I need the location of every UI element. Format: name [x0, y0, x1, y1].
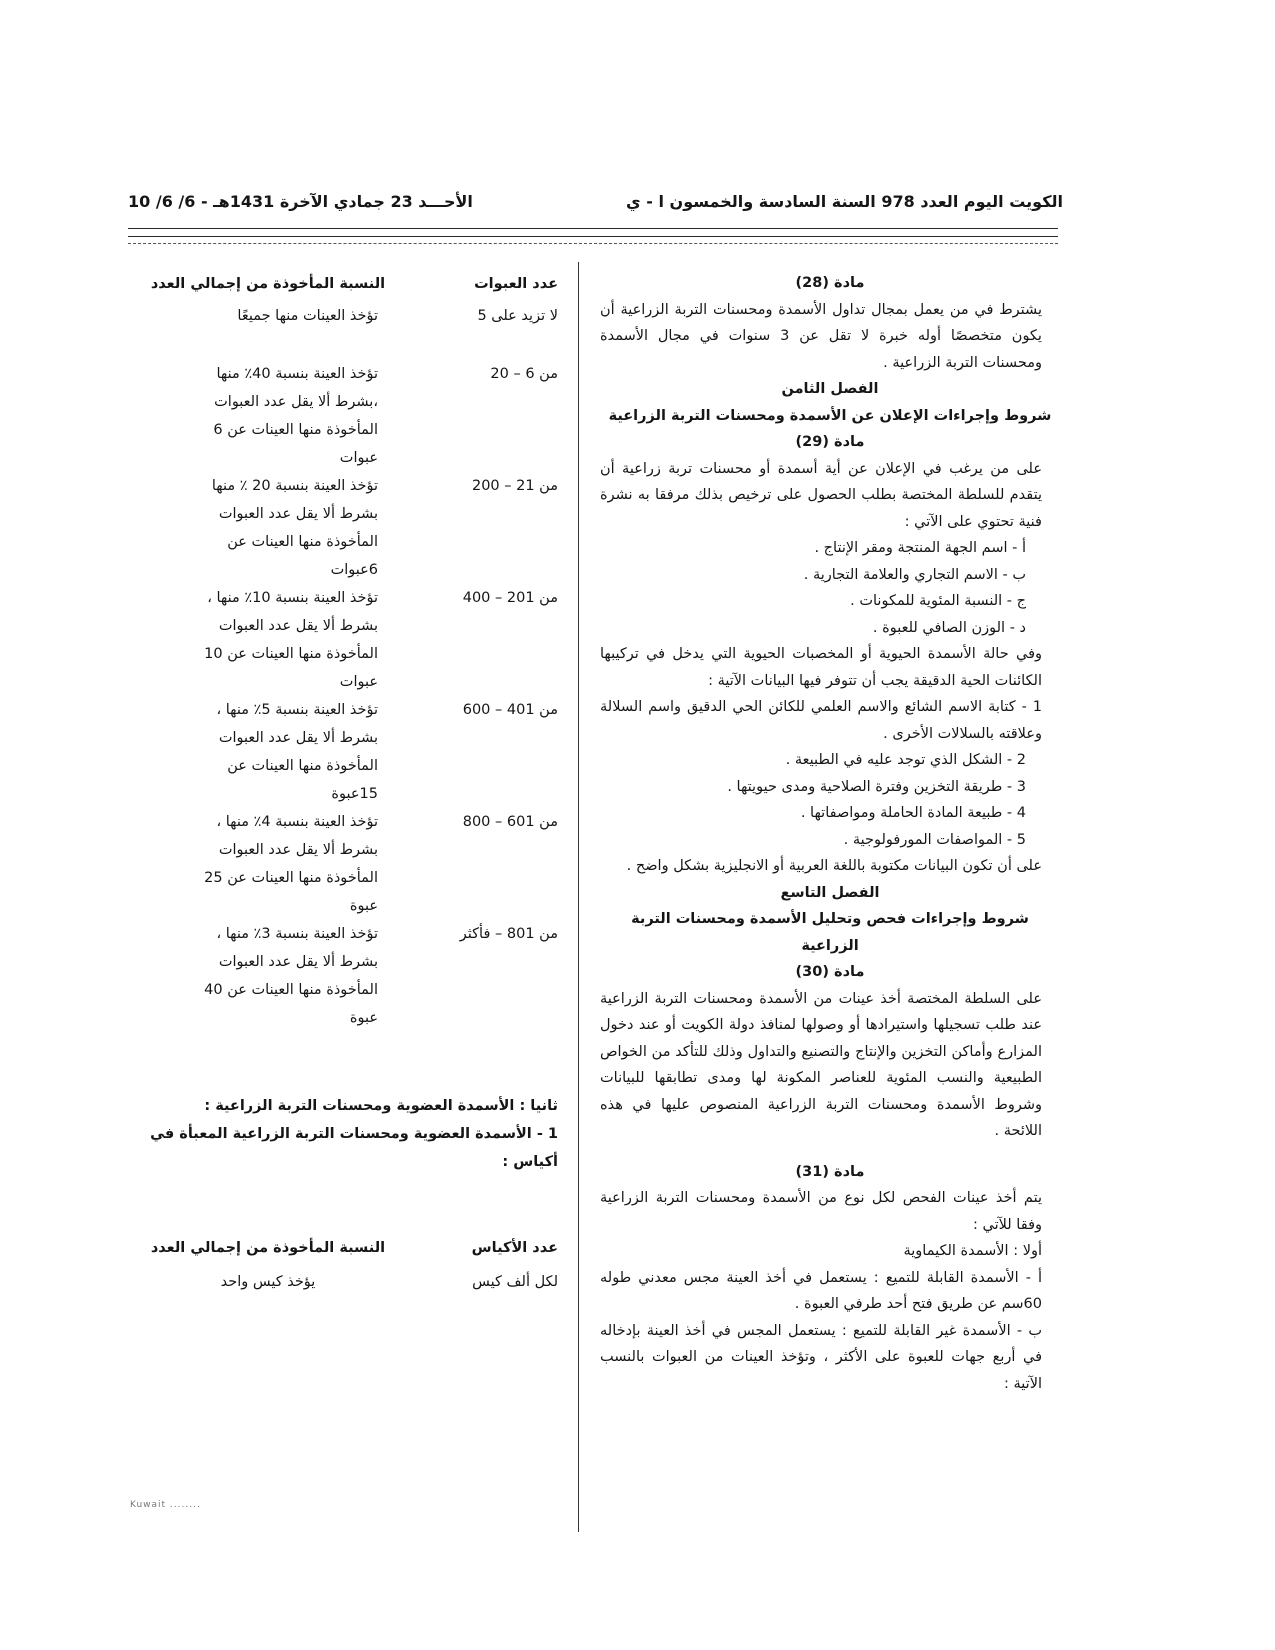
article-text: على أن تكون البيانات مكتوبة باللغة العربية أو الانجليزية بشكل واضح .	[626, 858, 1042, 874]
article-title: مادة (28)	[795, 275, 865, 291]
article-text: يشترط في من يعمل بمجال تداول الأسمدة ومحسنات التربة الزراعية أن يكون متخصصًا أوله خبرة لا تقل عن 3 سنوات في مجال الأسمدة ومحسنات التربة الزراعية .	[600, 301, 1042, 371]
count-cell: لكل ألف كيس	[472, 1274, 558, 1290]
table-row	[128, 472, 558, 584]
list-item: أولا : الأسمدة الكيماوية	[903, 1243, 1042, 1259]
count-cell: لا تزيد على 5	[477, 308, 558, 324]
list-item: ب - الأسمدة غير القابلة للتميع : يستعمل المجس في أخذ العينة بإدخاله في أربع جهات للعبوة على الأكثر ، وتؤخذ العينات من العبوات بالنسب الآتية :	[600, 1322, 1042, 1392]
left-column	[128, 270, 558, 1296]
chapter-title: الفصل التاسع	[780, 884, 880, 901]
column-header-ratio: النسبة المأخوذة من إجمالي العدد	[150, 1240, 386, 1256]
list-item: 2 - الشكل الذي توجد عليه في الطبيعة .	[785, 752, 1026, 768]
ratio-cell: تؤخذ العينة بنسبة 20 ٪ منها بشرط ألا يقل عدد العبوات المأخوذة منها العينات عن 6عبوات	[211, 478, 378, 578]
chapter-title: الفصل الثامن	[781, 381, 879, 397]
count-cell: من 21 – 200	[471, 478, 558, 494]
ratio-cell: تؤخذ العينة بنسبة 5٪ منها ، بشرط ألا يقل عدد العبوات المأخوذة منها العينات عن 15عبوة	[216, 702, 378, 802]
ratio-cell: تؤخذ العينة بنسبة 3٪ منها ، بشرط ألا يقل عدد العبوات المأخوذة منها العينات عن 40 عبوة	[204, 926, 378, 1026]
article-title: مادة (30)	[795, 964, 865, 980]
list-item: ب - الاسم التجاري والعلامة التجارية .	[803, 566, 1026, 583]
article-text: يتم أخذ عينات الفحص لكل نوع من الأسمدة ومحسنات التربة الزراعية وفقا للآتي :	[600, 1190, 1042, 1233]
ratio-cell: تؤخذ العينة بنسبة 4٪ منها ، بشرط ألا يقل عدد العبوات المأخوذة منها العينات عن 25 عبوة	[204, 814, 378, 914]
list-item: ج - النسبة المئوية للمكونات .	[850, 593, 1026, 609]
ratio-cell: تؤخذ العينات منها جميعًا	[237, 308, 378, 324]
list-item: 1 - كتابة الاسم الشائع والاسم العلمي للكائن الحي الدقيق واسم السلالة وعلاقته بالسلالات الأخرى .	[600, 699, 1042, 742]
chapter-subtitle: شروط وإجراءات فحص وتحليل الأسمدة ومحسنات التربة الزراعية	[631, 911, 1029, 954]
article-text: على من يرغب في الإعلان عن أية أسمدة أو محسنات تربة زراعية أن يتقدم للسلطة المختصة بطلب الحصول على ترخيص بذلك مرفقا به نشرة فنية تحتوي على الآتي :	[600, 460, 1042, 530]
table-header	[128, 1234, 558, 1262]
chapter-subtitle: شروط وإجراءات الإعلان عن الأسمدة ومحسنات التربة الزراعية	[608, 407, 1052, 424]
article-text: وفي حالة الأسمدة الحيوية أو المخصبات الحيوية التي يدخل في تركيبها الكائنات الحية الدقيقة يجب أن تتوفر فيها البيانات الآتية :	[600, 646, 1042, 689]
table-row	[128, 360, 558, 472]
list-item: أ - الأسمدة القابلة للتميع : يستعمل في أخذ العينة مجس معدني طوله 60سم عن طريق فتح أحد طرفي العبوة .	[600, 1269, 1042, 1312]
column-header-ratio: النسبة المأخوذة من إجمالي العدد	[150, 276, 386, 292]
ratio-cell: تؤخذ العينة بنسبة 40٪ منها ،بشرط ألا يقل عدد العبوات المأخوذة منها العينات عن 6 عبوات	[213, 366, 378, 466]
ratio-cell: تؤخذ العينة بنسبة 10٪ منها ، بشرط ألا يقل عدد العبوات المأخوذة منها العينات عن 10 عبوات	[204, 590, 378, 690]
list-item: 5 - المواصفات المورفولوجية .	[843, 831, 1026, 848]
table-row	[128, 584, 558, 696]
table-row	[128, 808, 558, 920]
ratio-cell: يؤخذ كيس واحد	[220, 1274, 316, 1290]
article-text: على السلطة المختصة أخذ عينات من الأسمدة ومحسنات التربة الزراعية عند طلب تسجيلها واستيرادها أو وصولها لمنافذ دولة الكويت أو عند دخول المزارع وأماكن التخزين والإنتاج والتصنيع والتداول وذلك للتأكد من الخواص الطبيعية والنسب المئوية للعناصر المكونة لها ومدى تطابقها للبيانات وشروط الأسمدة ومحسنات التربة الزراعية المنصوص عليها في هذه اللائحة .	[600, 990, 1042, 1139]
section-heading	[128, 1092, 558, 1176]
column-header-count: عدد العبوات	[474, 276, 558, 292]
table-row	[128, 1268, 558, 1296]
list-item: أ - اسم الجهة المنتجة ومقر الإنتاج .	[814, 540, 1026, 556]
header-date: الأحـــد 23 جمادي الآخرة 1431هـ - 6/ 6/ 10	[128, 192, 473, 211]
count-cell: من 401 – 600	[462, 702, 558, 718]
section-subtitle: 1 - الأسمدة العضوية ومحسنات التربة الزراعية المعبأة في أكياس :	[150, 1126, 558, 1170]
count-cell: من 801 – فأكثر	[459, 926, 558, 942]
table-row	[128, 920, 558, 1032]
list-item: 4 - طبيعة المادة الحاملة ومواصفاتها .	[800, 805, 1026, 821]
section-title: ثانيا : الأسمدة العضوية ومحسنات التربة الزراعية :	[204, 1098, 558, 1114]
column-header-count: عدد الأكياس	[471, 1240, 558, 1256]
footer-mark: Kuwait ........	[130, 1500, 201, 1510]
count-cell: من 601 – 800	[462, 814, 558, 830]
header-rule	[128, 228, 1058, 229]
count-cell: من 6 – 20	[490, 366, 558, 382]
article-title: مادة (29)	[795, 434, 865, 450]
table-row	[128, 696, 558, 808]
list-item: 3 - طريقة التخزين وفترة الصلاحية ومدى حيويتها .	[727, 778, 1026, 795]
table-row	[128, 302, 558, 330]
column-divider	[578, 262, 579, 1532]
header-rule	[128, 243, 1058, 244]
article-title: مادة (31)	[795, 1163, 865, 1180]
list-item: د - الوزن الصافي للعبوة .	[872, 619, 1026, 636]
right-column	[600, 270, 1060, 1397]
table-header	[128, 270, 558, 298]
header-rule	[128, 236, 1058, 237]
header-publication: الكويت اليوم العدد 978 السنة السادسة والخمسون ا - ي	[626, 192, 1063, 211]
count-cell: من 201 – 400	[462, 590, 558, 606]
